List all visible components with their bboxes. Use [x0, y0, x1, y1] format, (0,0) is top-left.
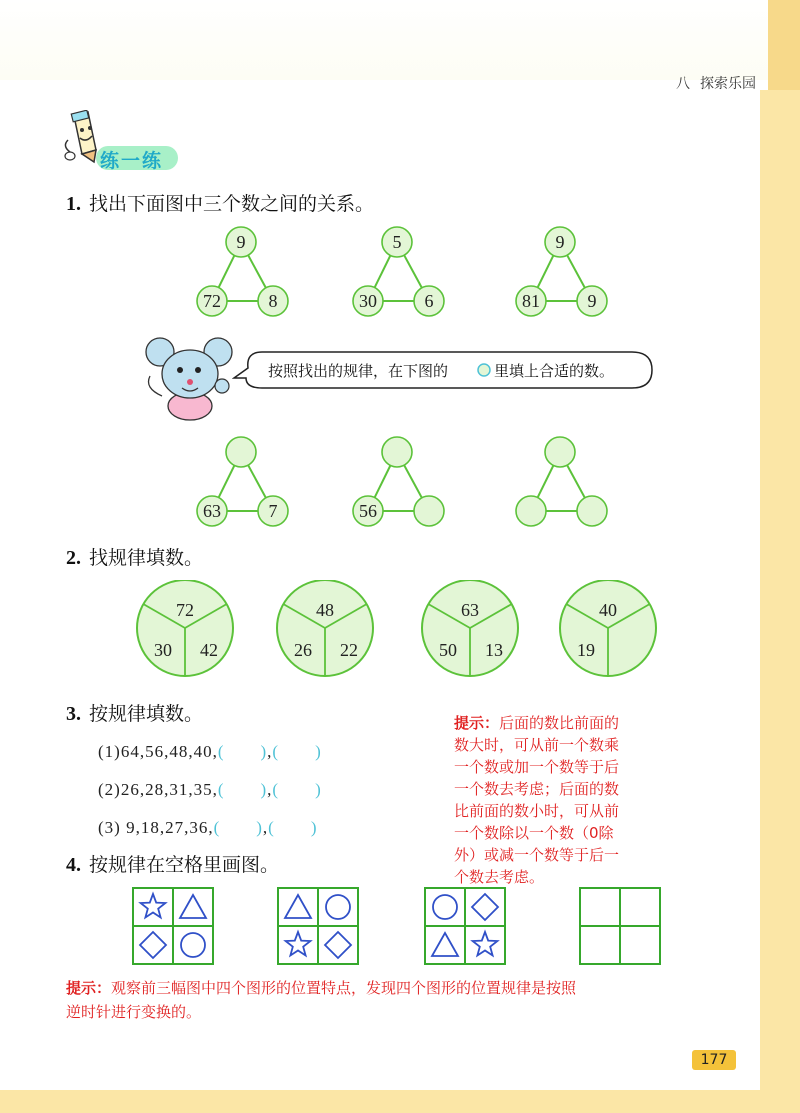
question-4: [66, 850, 279, 877]
number-value: 5: [392, 232, 402, 252]
question-text: 按规律在空格里画图。: [89, 854, 280, 876]
divided-circle: [560, 580, 656, 676]
question-3: [66, 699, 203, 726]
number-value: 63: [203, 501, 221, 521]
page-edge-right: [760, 90, 800, 1113]
question-number: 1.: [66, 193, 81, 215]
example-triangles: [197, 227, 607, 316]
answer-blank-2[interactable]: ( ): [272, 780, 322, 799]
number-circle-left[interactable]: [516, 496, 546, 526]
page-edge-bottom: [0, 1090, 800, 1113]
number-value: 8: [268, 291, 278, 311]
sequence-comma: ,: [267, 780, 273, 799]
shape-grid: [278, 888, 358, 964]
question-text: 按规律填数。: [89, 703, 204, 725]
sequence-2: [98, 775, 322, 800]
sequence-numbers: (3) 9,18,27,36,: [98, 818, 214, 837]
shape-grid: [133, 888, 213, 964]
number-value: 81: [522, 291, 540, 311]
number-circle-top[interactable]: [226, 437, 256, 467]
sector-value-top: 40: [599, 600, 617, 620]
question-1: [66, 189, 374, 216]
bubble-text-after: 里填上合适的数。: [494, 362, 615, 380]
sector-value-left: 30: [154, 640, 172, 660]
sector-value-top: 63: [461, 600, 479, 620]
number-circle-right[interactable]: [414, 496, 444, 526]
bubble-text-before: 按照找出的规律，在下图的: [268, 362, 449, 380]
q4-hint: [66, 976, 746, 1024]
number-value: 9: [555, 232, 565, 252]
hint-line: 逆时针进行变换的。: [66, 1003, 202, 1021]
answer-blank-1[interactable]: ( ): [217, 780, 268, 799]
number-triangle: [353, 437, 444, 526]
hint-line: 外）或减一个数等于后一: [454, 846, 620, 864]
task-triangles: [197, 437, 607, 526]
chapter-title: 探索乐园: [700, 76, 756, 92]
empty-cell[interactable]: [622, 890, 658, 924]
number-value: 56: [359, 501, 377, 521]
sequence-comma: ,: [267, 742, 273, 761]
number-circle-top[interactable]: [545, 437, 575, 467]
top-band: [0, 0, 768, 80]
hint-label: 提示：: [66, 979, 112, 997]
small-circle-icon: [478, 364, 490, 376]
number-triangle: [516, 227, 607, 316]
number-value: 72: [203, 291, 221, 311]
chapter-number: 八: [676, 76, 690, 92]
empty-cell[interactable]: [582, 890, 618, 924]
sector-value-left: 19: [577, 640, 595, 660]
number-value: 9: [587, 291, 597, 311]
number-value: 30: [359, 291, 377, 311]
section-title: 练一练: [100, 150, 164, 172]
number-triangle: [197, 437, 288, 526]
sector-value-right: 13: [485, 640, 503, 660]
page-number: 177: [692, 1050, 736, 1070]
sequence-numbers: (1)64,56,48,40,: [98, 742, 218, 761]
sector-value-top: 48: [316, 600, 334, 620]
question-number: 4.: [66, 854, 81, 876]
divided-circles: [137, 580, 656, 676]
q3-hint: [454, 712, 694, 888]
answer-blank-1[interactable]: ( ): [213, 818, 263, 837]
question-text: 找出下面图中三个数之间的关系。: [89, 193, 375, 215]
answer-blank-1[interactable]: ( ): [217, 742, 268, 761]
hint-line: 个数去考虑。: [454, 868, 545, 886]
empty-cell[interactable]: [622, 928, 658, 962]
sector-value-right: 22: [340, 640, 358, 660]
sector-value-top: 72: [176, 600, 194, 620]
sector-value-left: 26: [294, 640, 312, 660]
shape-grids: [133, 888, 660, 964]
number-circle-top[interactable]: [382, 437, 412, 467]
question-number: 3.: [66, 703, 81, 725]
number-value: 9: [236, 232, 246, 252]
hint-line: 一个数除以一个数（0除: [454, 824, 614, 842]
empty-cell[interactable]: [582, 928, 618, 962]
number-triangle: [197, 227, 288, 316]
speech-bubble: [232, 348, 662, 392]
sequence-numbers: (2)26,28,31,35,: [98, 780, 218, 799]
hint-line: 后面的数比前面的: [499, 714, 620, 732]
number-value: 7: [268, 501, 278, 521]
answer-blank-2[interactable]: ( ): [268, 818, 318, 837]
hint-line: 一个数或加一个数等于后: [454, 758, 620, 776]
sector-value-left: 50: [439, 640, 457, 660]
q2-circles: [0, 580, 700, 690]
sector-value-right: 42: [200, 640, 218, 660]
number-triangle: [353, 227, 444, 316]
question-2: [66, 543, 203, 570]
hint-line: 一个数去考虑；后面的数: [454, 780, 620, 798]
mouse-mascot-icon: [140, 336, 240, 422]
sequence-1: [98, 737, 322, 762]
shape-grid: [425, 888, 505, 964]
question-number: 2.: [66, 547, 81, 569]
hint-line: 观察前三幅图中四个图形的位置特点，发现四个图形的位置规律是按照: [111, 979, 577, 997]
shape-grid: [580, 888, 660, 964]
divided-circle: [137, 580, 233, 676]
chapter-header: [676, 73, 766, 93]
number-triangle: [516, 437, 607, 526]
question-text: 找规律填数。: [89, 547, 204, 569]
answer-blank-2[interactable]: ( ): [272, 742, 322, 761]
hint-label: 提示：: [454, 714, 500, 732]
q4-grids: [0, 880, 700, 970]
divided-circle: [422, 580, 518, 676]
divided-circle: [277, 580, 373, 676]
number-value: 6: [424, 291, 434, 311]
sequence-3: [98, 813, 317, 838]
hint-line: 比前面的数小时，可从前: [454, 802, 620, 820]
number-circle-right[interactable]: [577, 496, 607, 526]
hint-line: 数大时，可从前一个数乘: [454, 736, 620, 754]
sequence-comma: ,: [262, 818, 269, 837]
